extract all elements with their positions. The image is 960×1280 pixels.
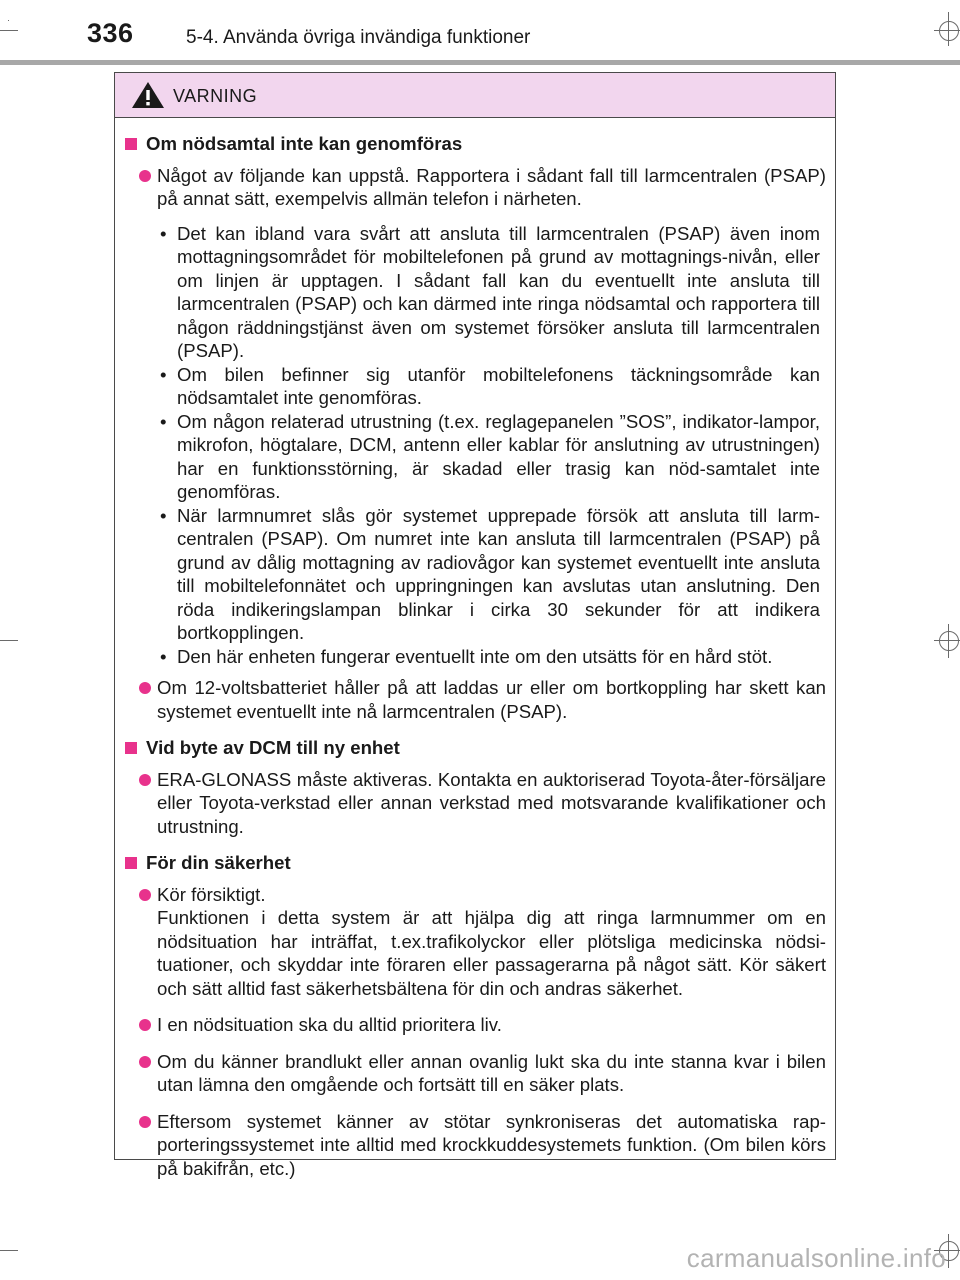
square-bullet-icon <box>125 742 137 754</box>
warning-content <box>124 132 826 1180</box>
section-title: 5-4. Använda övriga invändiga funktioner <box>186 27 531 48</box>
sub-list-item: • Om bilen befinner sig utanför mobiltelefonens täckningsområde kan nödsamtalet inte genomföras. <box>160 363 820 408</box>
circle-bullet-icon <box>139 774 151 786</box>
list-item: Kör försiktigt. Funktionen i detta system är att hjälpa dig att ringa larmnummer om en nödsituation har inträffat, t.ex.trafikolyckor eller plötsliga medicinska nödsi-tuationer, och skyddar inte föraren eller passagerarna på något sätt. Kör säkert och sätt alltid fast säkerhetsbältena för din och andras säkerhet. <box>124 883 826 1001</box>
list-item: ERA-GLONASS måste aktiveras. Kontakta en auktoriserad Toyota-åter-försäljare eller Toyota-verkstad eller annan verkstad med motsvarande kvalifikationer och utrustning. <box>124 768 826 839</box>
circle-bullet-icon <box>139 1116 151 1128</box>
warning-title: VARNING <box>173 86 258 106</box>
section-heading: För din säkerhet <box>124 851 826 875</box>
list-item: I en nödsituation ska du alltid prioritera liv. <box>124 1013 826 1037</box>
warning-box <box>114 72 836 1179</box>
sub-list-item: • Det kan ibland vara svårt att ansluta till larmcentralen (PSAP) även inom mottagningsområdet för mobiltelefonen på grund av mottagnings-nivån, eller om linjen är upptagen. I sådant fall kan du eventuellt inte ansluta till larmcentralen (PSAP) och kan därmed inte ringa nödsamtal och rapportera till någon räddningstjänst även om systemet försöker ansluta till larmcentralen (PSAP). <box>160 222 820 361</box>
list-item: Eftersom systemet känner av stötar synkroniseras det automatiska rap-porteringssystemet inte alltid med krockkuddesystemets funktion. (Om bilen körs på bakifrån, etc.) <box>124 1110 826 1181</box>
crop-mark <box>0 1250 18 1251</box>
warning-header <box>115 73 835 118</box>
circle-bullet-icon <box>139 170 151 182</box>
circle-bullet-icon <box>139 1056 151 1068</box>
crop-circle <box>939 21 959 41</box>
section-heading: Om nödsamtal inte kan genomföras <box>124 132 826 156</box>
watermark: carmanualsonline.info <box>686 1243 946 1273</box>
square-bullet-icon <box>125 138 137 150</box>
crop-mark <box>0 30 18 31</box>
list-item: Något av följande kan uppstå. Rapportera i sådant fall till larmcentralen (PSAP) på annat sätt, exempelvis allmän telefon i närheten. <box>124 164 826 211</box>
sub-list-item: • När larmnumret slås gör systemet upprepade försök att ansluta till larm-centralen (PSAP). Om numret inte kan ansluta till larmcentralen (PSAP) på grund av dålig mottagning av radiovågor kan systemet eventuellt inte ansluta till mobiltelefonnätet och uppringningen kan avslutas utan anslutning. Den röda indikeringslampan blinkar i cirka 30 sekunder för att indikera bortkopplingen. <box>160 504 820 643</box>
crop-mark <box>8 20 9 21</box>
sub-list-item: • Om någon relaterad utrustning (t.ex. reglagepanelen ”SOS”, indikator-lampor, mikrofon, högtalare, DCM, antenn eller kablar för anslutning av utrustningen) har en funktionsstörning, är skadad eller trasig kan nöd-samtalet inte genomföras. <box>160 410 820 502</box>
crop-circle <box>939 631 959 651</box>
warning-triangle-icon <box>131 81 165 109</box>
circle-bullet-icon <box>139 682 151 694</box>
page-number: 336 <box>87 18 134 48</box>
list-item: Om du känner brandlukt eller annan ovanlig lukt ska du inte stanna kvar i bilen utan lämna den omgående och fortsätt till en säker plats. <box>124 1050 826 1097</box>
section-heading: Vid byte av DCM till ny enhet <box>124 736 826 760</box>
header-rule <box>0 60 960 65</box>
crop-mark <box>0 640 18 641</box>
list-item: Om 12-voltsbatteriet håller på att laddas ur eller om bortkoppling har skett kan systemet eventuellt inte nå larmcentralen (PSAP). <box>124 676 826 723</box>
circle-bullet-icon <box>139 889 151 901</box>
square-bullet-icon <box>125 857 137 869</box>
sub-list-item: • Den här enheten fungerar eventuellt inte om den utsätts för en hård stöt. <box>160 645 773 667</box>
circle-bullet-icon <box>139 1019 151 1031</box>
